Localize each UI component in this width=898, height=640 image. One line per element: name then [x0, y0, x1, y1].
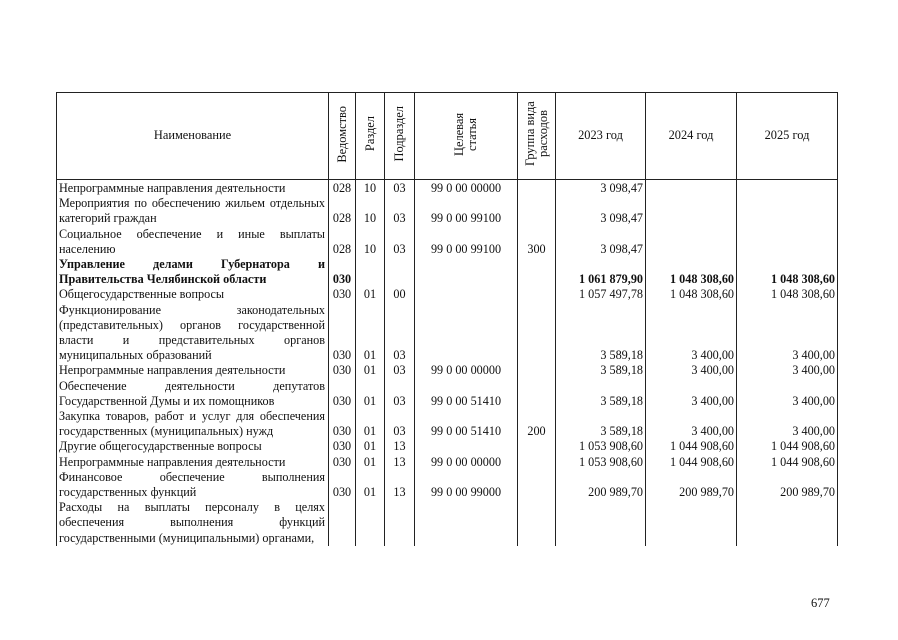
table-row — [57, 363, 838, 378]
cell-razdel: 01 — [356, 455, 385, 470]
cell-y2025 — [737, 227, 838, 257]
cell-y2025: 1 048 308,60 — [737, 287, 838, 302]
cell-gruppa — [518, 196, 556, 226]
page-number: 677 — [811, 596, 830, 610]
cell-y2023 — [556, 500, 646, 546]
header-2025 — [737, 93, 838, 180]
cell-celevaya — [415, 257, 518, 287]
cell-gruppa — [518, 257, 556, 287]
table-row — [57, 196, 838, 226]
cell-y2023: 1 061 879,90 — [556, 257, 646, 287]
header-2024-label: 2024 год — [668, 128, 714, 143]
header-2025-label: 2025 год — [764, 128, 810, 143]
cell-y2024: 3 400,00 — [646, 379, 737, 409]
table-row — [57, 180, 838, 197]
cell-gruppa — [518, 500, 556, 546]
header-2023 — [556, 93, 646, 180]
cell-y2024: 1 044 908,60 — [646, 455, 737, 470]
cell-razdel: 01 — [356, 379, 385, 409]
cell-name: Расходы на выплаты персоналу в целях обеспечения выполнения функций государственными (муниципальными) органами, — [57, 500, 329, 546]
cell-y2023: 3 589,18 — [556, 303, 646, 364]
cell-name: Мероприятия по обеспечению жильем отдельных категорий граждан — [57, 196, 329, 226]
header-podrazdel-label: Подраздел — [392, 106, 406, 162]
cell-razdel: 10 — [356, 196, 385, 226]
header-2023-label: 2023 год — [578, 128, 623, 143]
cell-podrazdel: 13 — [385, 470, 415, 500]
cell-y2023: 3 589,18 — [556, 409, 646, 439]
cell-gruppa — [518, 287, 556, 302]
cell-y2025 — [737, 196, 838, 226]
header-name-label: Наименование — [153, 128, 232, 143]
cell-y2025: 1 044 908,60 — [737, 439, 838, 454]
cell-razdel: 01 — [356, 363, 385, 378]
cell-y2024: 3 400,00 — [646, 363, 737, 378]
cell-ved: 028 — [329, 196, 356, 226]
cell-ved: 028 — [329, 180, 356, 197]
cell-ved: 030 — [329, 257, 356, 287]
header-celevaya — [415, 93, 518, 180]
cell-y2025 — [737, 500, 838, 546]
cell-name: Финансовое обеспечение выполнения государственных функций — [57, 470, 329, 500]
header-gruppa — [518, 93, 556, 180]
cell-ved: 030 — [329, 470, 356, 500]
cell-y2024: 3 400,00 — [646, 303, 737, 364]
cell-y2023: 3 589,18 — [556, 363, 646, 378]
cell-razdel: 01 — [356, 287, 385, 302]
cell-y2023: 200 989,70 — [556, 470, 646, 500]
cell-y2024 — [646, 196, 737, 226]
cell-name: Функционирование законодательных (представительных) органов государственной власти и представительных органов муниципальных образований — [57, 303, 329, 364]
cell-y2024: 1 048 308,60 — [646, 287, 737, 302]
cell-podrazdel: 03 — [385, 379, 415, 409]
cell-celevaya: 99 0 00 00000 — [415, 180, 518, 197]
cell-podrazdel — [385, 500, 415, 546]
cell-y2025: 1 044 908,60 — [737, 455, 838, 470]
table-row — [57, 287, 838, 302]
header-ved-label: Ведомство — [334, 105, 349, 163]
cell-razdel: 01 — [356, 303, 385, 364]
cell-celevaya: 99 0 00 00000 — [415, 455, 518, 470]
cell-razdel — [356, 257, 385, 287]
cell-celevaya — [415, 500, 518, 546]
cell-gruppa — [518, 303, 556, 364]
header-celevaya-label: Целевая статья — [452, 112, 479, 156]
cell-podrazdel — [385, 257, 415, 287]
cell-razdel: 01 — [356, 439, 385, 454]
cell-y2024: 3 400,00 — [646, 409, 737, 439]
cell-y2024: 1 048 308,60 — [646, 257, 737, 287]
cell-razdel: 10 — [356, 180, 385, 197]
header-podrazdel — [385, 93, 415, 180]
cell-y2024: 1 044 908,60 — [646, 439, 737, 454]
cell-ved: 030 — [329, 409, 356, 439]
cell-ved: 030 — [329, 379, 356, 409]
cell-y2023: 3 589,18 — [556, 379, 646, 409]
table-row — [57, 379, 838, 409]
budget-table — [56, 92, 838, 546]
header-gruppa-label: Группа вида расходов — [522, 101, 550, 167]
table-row — [57, 439, 838, 454]
table-row — [57, 257, 838, 287]
cell-name: Социальное обеспечение и иные выплаты населению — [57, 227, 329, 257]
cell-ved: 030 — [329, 287, 356, 302]
cell-razdel: 10 — [356, 227, 385, 257]
cell-y2025: 1 048 308,60 — [737, 257, 838, 287]
cell-name: Управление делами Губернатора и Правительства Челябинской области — [57, 257, 329, 287]
cell-gruppa — [518, 470, 556, 500]
cell-y2024 — [646, 227, 737, 257]
cell-ved: 030 — [329, 363, 356, 378]
cell-y2023: 3 098,47 — [556, 227, 646, 257]
table-row — [57, 500, 838, 546]
table-body — [57, 180, 838, 547]
cell-celevaya: 99 0 00 51410 — [415, 379, 518, 409]
cell-podrazdel: 00 — [385, 287, 415, 302]
cell-name: Непрограммные направления деятельности — [57, 180, 329, 197]
cell-ved — [329, 500, 356, 546]
table-row — [57, 470, 838, 500]
cell-gruppa — [518, 379, 556, 409]
header-razdel-label: Раздел — [362, 116, 377, 152]
cell-ved: 030 — [329, 439, 356, 454]
cell-podrazdel: 03 — [385, 363, 415, 378]
cell-gruppa — [518, 363, 556, 378]
cell-razdel: 01 — [356, 470, 385, 500]
cell-y2025: 3 400,00 — [737, 379, 838, 409]
cell-celevaya: 99 0 00 99000 — [415, 470, 518, 500]
cell-celevaya — [415, 287, 518, 302]
cell-ved: 030 — [329, 455, 356, 470]
cell-gruppa — [518, 439, 556, 454]
cell-gruppa — [518, 180, 556, 197]
cell-ved: 028 — [329, 227, 356, 257]
cell-name: Закупка товаров, работ и услуг для обеспечения государственных (муниципальных) нужд — [57, 409, 329, 439]
cell-name: Обеспечение деятельности депутатов Государственной Думы и их помощников — [57, 379, 329, 409]
cell-y2025: 3 400,00 — [737, 409, 838, 439]
cell-y2023: 3 098,47 — [556, 196, 646, 226]
header-name — [57, 93, 329, 180]
cell-y2024: 200 989,70 — [646, 470, 737, 500]
cell-y2025: 3 400,00 — [737, 303, 838, 364]
cell-celevaya: 99 0 00 99100 — [415, 227, 518, 257]
cell-razdel — [356, 500, 385, 546]
cell-razdel: 01 — [356, 409, 385, 439]
cell-celevaya — [415, 439, 518, 454]
cell-podrazdel: 13 — [385, 455, 415, 470]
cell-celevaya: 99 0 00 99100 — [415, 196, 518, 226]
cell-gruppa: 300 — [518, 227, 556, 257]
cell-podrazdel: 03 — [385, 180, 415, 197]
cell-y2023: 1 053 908,60 — [556, 455, 646, 470]
cell-celevaya — [415, 303, 518, 364]
table-header — [57, 93, 838, 180]
cell-y2023: 1 057 497,78 — [556, 287, 646, 302]
cell-celevaya: 99 0 00 51410 — [415, 409, 518, 439]
cell-podrazdel: 03 — [385, 409, 415, 439]
cell-name: Другие общегосударственные вопросы — [57, 439, 329, 454]
cell-name: Общегосударственные вопросы — [57, 287, 329, 302]
cell-celevaya: 99 0 00 00000 — [415, 363, 518, 378]
cell-name: Непрограммные направления деятельности — [57, 363, 329, 378]
table-row — [57, 303, 838, 364]
cell-y2023: 1 053 908,60 — [556, 439, 646, 454]
header-ved — [329, 93, 356, 180]
cell-podrazdel: 03 — [385, 227, 415, 257]
cell-y2025 — [737, 180, 838, 197]
cell-name: Непрограммные направления деятельности — [57, 455, 329, 470]
cell-y2023: 3 098,47 — [556, 180, 646, 197]
table-row — [57, 455, 838, 470]
cell-y2024 — [646, 180, 737, 197]
cell-ved: 030 — [329, 303, 356, 364]
cell-y2024 — [646, 500, 737, 546]
cell-podrazdel: 03 — [385, 303, 415, 364]
table-row — [57, 227, 838, 257]
cell-y2025: 3 400,00 — [737, 363, 838, 378]
cell-gruppa — [518, 455, 556, 470]
cell-y2025: 200 989,70 — [737, 470, 838, 500]
cell-gruppa: 200 — [518, 409, 556, 439]
cell-podrazdel: 03 — [385, 196, 415, 226]
header-2024 — [646, 93, 737, 180]
table-row — [57, 409, 838, 439]
header-razdel — [356, 93, 385, 180]
cell-podrazdel: 13 — [385, 439, 415, 454]
